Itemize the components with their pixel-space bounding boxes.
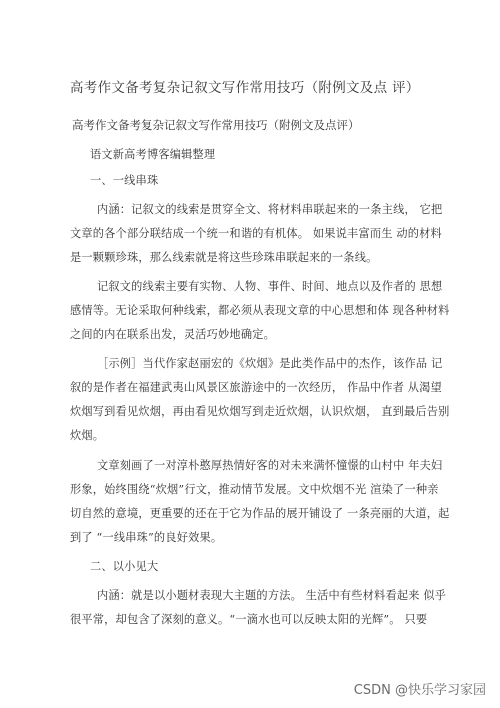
editor-credit: 语文新高考博客编辑整理 [90,148,216,161]
document-subtitle: 高考作文备考复杂记叙文写作常用技巧（附例文及点评） [72,118,360,132]
section-heading-2: 二、以小见大 [90,560,159,573]
paragraph-line: 炊烟。 [70,429,105,442]
csdn-watermark: CSDN @快乐学习家园 [353,683,486,698]
paragraph-line: 到了 “一线串珠”的良好效果。 [70,531,223,544]
paragraph-line: 内涵：就是以小题材表现大主题的方法。 生活中有些材料看起来 似乎 [97,589,447,602]
paragraph-line: 形象，始终围绕“炊烟”行文，推动情节发展。文中炊烟不光 渲染了一种亲 [70,483,439,496]
paragraph-line: 叙的是作者在福建武夷山风景区旅游途中的一次经历， 作品中作者 从渴望 [70,381,442,394]
paragraph-line: 切自然的意境，更重要的还在于它为作品的展开铺设了 一条亮丽的大道，起 [70,507,450,520]
paragraph-line: 文章的各个部分联结成一个统一和谐的有机体。 如果说丰富而生 动的材料 [70,227,442,240]
document-title: 高考作文备考复杂记叙文写作常用技巧（附例文及点 评） [70,80,420,96]
paragraph-line: 是一颗颗珍珠，那么线索就是将这些珍珠串联起来的一条线。 [70,251,378,264]
paragraph-line: 炊烟写到看见炊烟，再由看见炊烟写到走近炊烟，认识炊烟， 直到最后告别 [70,405,450,418]
paragraph-line: 之间的内在联系出发，灵活巧妙地确定。 [70,328,275,341]
paragraph-line: 感情等。无论采取何种线索，都必须从表现文章的中心思想和体 现各种材料 [70,304,450,317]
paragraph-line: 很平常，却包含了深刻的意义。“一滴水也可以反映太阳的光辉”。 只要 [70,613,428,626]
paragraph-line: 内涵：记叙文的线索是贯穿全文、将材料串联起来的一条主线， 它把 [97,203,443,216]
paragraph-line: ［示例］当代作家赵丽宏的《炊烟》是此类作品中的杰作，该作品 记 [97,357,443,370]
section-heading-1: 一、一线串珠 [90,174,159,187]
paragraph-line: 记叙文的线索主要有实物、人物、事件、时间、地点以及作者的 思想 [97,280,443,293]
paragraph-line: 文章刻画了一对淳朴憨厚热情好客的对未来满怀憧憬的山村中 年夫妇 [97,459,443,472]
